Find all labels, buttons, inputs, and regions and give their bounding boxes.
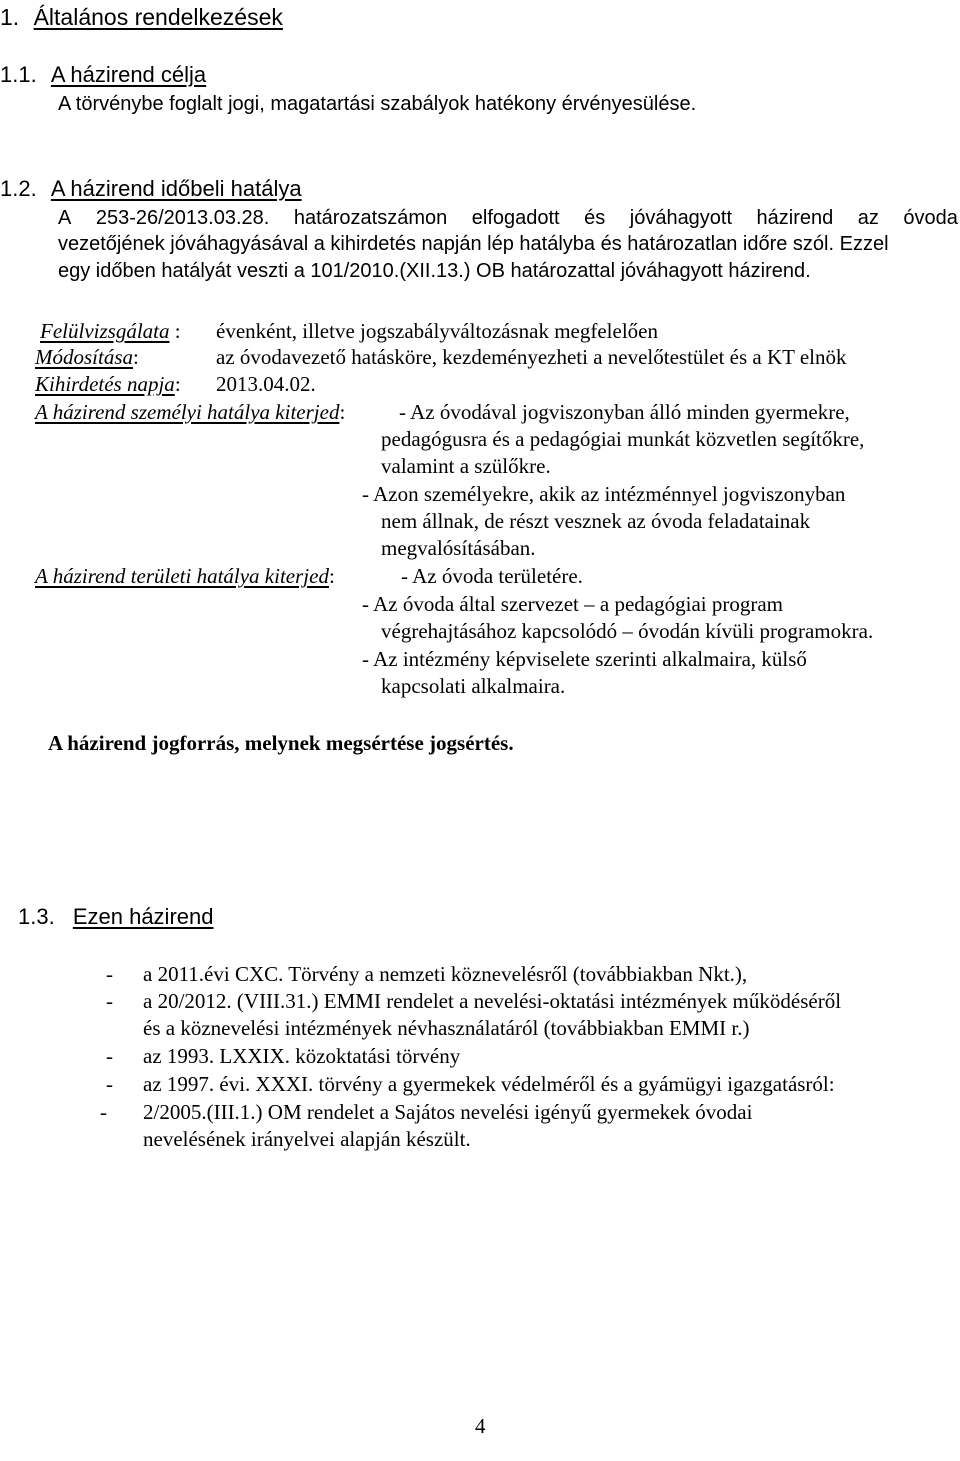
page-number: 4 xyxy=(475,1414,486,1438)
review-label: Felülvizsgálata xyxy=(40,319,170,343)
section-number: 1.3. xyxy=(18,904,55,929)
section-1-heading xyxy=(0,6,283,29)
legal-note: A házirend jogforrás, melynek megsértése jogsértés. xyxy=(48,731,514,755)
personal-scope-label: A házirend személyi hatálya kiterjed xyxy=(35,400,340,424)
label-separator: : xyxy=(169,319,181,343)
territorial-scope-line: kapcsolati alkalmaira. xyxy=(381,674,566,698)
list-item-continuation: nevelésének irányelvei alapján készült. xyxy=(143,1127,471,1151)
announcement-value: 2013.04.02. xyxy=(216,372,316,396)
list-dash: - xyxy=(106,1044,113,1068)
label-separator: : xyxy=(174,372,181,396)
section-title: Általános rendelkezések xyxy=(33,4,283,30)
paragraph-word: óvoda xyxy=(903,207,958,229)
section-1-1-heading xyxy=(0,64,206,86)
section-number: 1.2. xyxy=(0,176,37,201)
paragraph-word: jóváhagyott xyxy=(629,207,733,229)
personal-scope-line: valamint a szülőkre. xyxy=(381,454,551,478)
territorial-scope-label-row xyxy=(35,566,335,587)
section-number: 1. xyxy=(0,4,20,30)
paragraph-line: A törvénybe foglalt jogi, magatartási szabályok hatékony érvényesülése. xyxy=(58,93,697,115)
section-1-2-heading xyxy=(0,178,302,200)
personal-scope-line: megvalósításában. xyxy=(381,536,536,560)
territorial-scope-line: - Az óvoda által szervezet – a pedagógiai program xyxy=(362,592,783,616)
paragraph-word: házirend xyxy=(756,207,834,229)
list-dash: - xyxy=(106,962,113,986)
personal-scope-line: nem állnak, de részt vesznek az óvoda feladatainak xyxy=(381,509,811,533)
territorial-scope-line: - Az intézmény képviselete szerinti alkalmaira, külső xyxy=(362,647,807,671)
modification-label: Módosítása xyxy=(35,345,134,369)
paragraph-word: határozatszámon xyxy=(293,207,448,229)
list-item: az 1997. évi. XXXI. törvény a gyermekek védelméről és a gyámügyi igazgatásról: xyxy=(143,1072,835,1096)
list-dash: - xyxy=(100,1100,107,1124)
review-value: évenként, illetve jogszabályváltozásnak megfelelően xyxy=(216,319,658,343)
personal-scope-line: - Azon személyekre, akik az intézménnyel jogviszonyban xyxy=(362,482,846,506)
modification-value: az óvodavezető hatásköre, kezdeményezheti a nevelőtestület és a KT elnök xyxy=(216,345,847,369)
personal-scope-line: pedagógusra és a pedagógiai munkát közvetlen segítőkre, xyxy=(381,427,865,451)
label-separator: : xyxy=(339,400,346,424)
announcement-label-row xyxy=(35,374,181,395)
paragraph-line: egy időben hatályát veszti a 101/2010.(XII.13.) OB határozattal jóváhagyott házirend. xyxy=(58,260,811,282)
section-title: A házirend célja xyxy=(50,62,207,87)
paragraph-word: 253-26/2013.03.28. xyxy=(95,207,270,229)
section-number: 1.1. xyxy=(0,62,37,87)
paragraph-word: elfogadott xyxy=(471,207,560,229)
territorial-scope-line: végrehajtásához kapcsolódó – óvodán kívüli programokra. xyxy=(381,619,874,643)
label-separator: : xyxy=(328,564,335,588)
territorial-scope-line: - Az óvoda területére. xyxy=(401,564,583,588)
paragraph-line: vezetőjének jóváhagyásával a kihirdetés napján lép hatályba és határozatlan időre szól. Ezzel xyxy=(58,233,889,255)
label-separator: : xyxy=(133,345,139,369)
list-dash: - xyxy=(106,989,113,1013)
list-item: 2/2005.(III.1.) OM rendelet a Sajátos nevelési igényű gyermekek óvodai xyxy=(143,1100,753,1124)
modification-label-row xyxy=(35,347,139,368)
list-item: az 1993. LXXIX. közoktatási törvény xyxy=(143,1044,461,1068)
section-1-3-heading xyxy=(18,906,213,928)
paragraph-word: és xyxy=(584,207,606,229)
personal-scope-label-row xyxy=(35,402,345,423)
list-item: a 20/2012. (VIII.31.) EMMI rendelet a nevelési-oktatási intézmények működéséről xyxy=(143,989,842,1013)
section-title: A házirend időbeli hatálya xyxy=(50,176,302,201)
list-dash: - xyxy=(106,1072,113,1096)
personal-scope-line: - Az óvodával jogviszonyban álló minden gyermekre, xyxy=(399,400,850,424)
list-item: a 2011.évi CXC. Törvény a nemzeti köznevelésről (továbbiakban Nkt.), xyxy=(143,962,748,986)
announcement-label: Kihirdetés napja xyxy=(35,372,175,396)
territorial-scope-label: A házirend területi hatálya kiterjed xyxy=(35,564,329,588)
review-label-row xyxy=(40,321,181,342)
paragraph-word: az xyxy=(857,207,879,229)
paragraph-line xyxy=(58,208,958,228)
list-item-continuation: és a köznevelési intézmények névhasználatáról (továbbiakban EMMI r.) xyxy=(143,1016,750,1040)
section-title: Ezen házirend xyxy=(72,904,214,929)
paragraph-word: A xyxy=(58,207,72,229)
